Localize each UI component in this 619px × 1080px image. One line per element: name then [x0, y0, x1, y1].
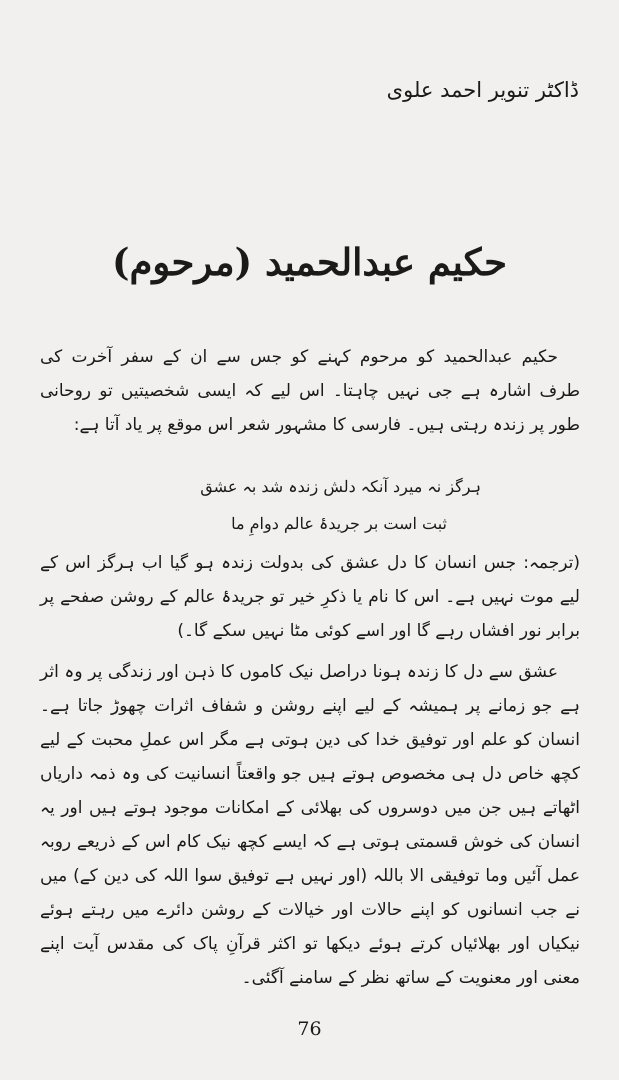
paragraph-translation-block — [40, 546, 580, 648]
persian-verse-line-2: ثبت است بر جریدۂ عالم دوامِ ما — [231, 514, 447, 533]
persian-verse-line-1: ہرگز نہ میرد آنکہ دلش زندہ شد بہ عشق — [200, 477, 481, 496]
paragraph-intro: حکیم عبدالحمید کو مرحوم کہنے کو جس سے ان کے سفر آخرت کی طرف اشارہ ہے جی نہیں چاہتا۔ اس لیے کہ ایسی شخصیتیں تو روحانی طور پر زندہ رہتی ہیں۔ فارسی کا مشہور شعر اس موقع پر یاد آتا ہے: — [40, 347, 580, 435]
paragraph-main: عشق سے دل کا زندہ ہونا دراصل نیک کاموں کا ذہن اور زندگی پر وہ اثر ہے جو زمانے پر ہمیشہ کے لیے اپنے روشن و شفاف اثرات چھوڑ جاتا ہے۔ انسان کو علم اور توفیق خدا کی دین ہوتی ہے مگر اس عملِ محبت کے لیے کچھ خاص دل ہی مخصوص ہوتے ہیں جو واقعتاً انسانیت کی وہ ذمہ داریاں اٹھاتے ہیں جن میں دوسروں کی بھلائی کے امکانات موجود ہوتے ہیں اور یہ انسان کی خوش قسمتی ہوتی ہے کہ ایسے کچھ نیک کام اس کے ذریعے روبہ عمل آئیں وما توفیقی الا باللہ (اور نہیں ہے توفیق سوا اللہ کی دین کے) میں نے جب انسانوں کو اپنے حالات اور خیالات کے روشن دائرے میں رہتے ہوئے نیکیاں اور بھلائیاں کرتے ہوئے دیکھا تو اکثر قرآنِ پاک کی مقدس آیت اپنے معنی اور معنویت کے ساتھ نظر کے سامنے آگئی۔ — [40, 662, 580, 988]
page-number: 76 — [297, 1018, 322, 1040]
paragraph-translation: (ترجمہ: جس انسان کا دل عشق کی بدولت زندہ ہو گیا اب ہرگز اس کے لیے موت نہیں ہے۔ اس کا نام یا ذکرِ خیر تو جریدۂ عالم کے روشن صفحے پر برابر نور افشاں رہے گا اور اسے کوئی مٹا نہیں سکے گا۔) — [40, 553, 580, 641]
paragraph-intro-block — [40, 340, 580, 442]
running-header-author: ڈاکٹر تنویر احمد علوی — [386, 78, 579, 102]
chapter-title: حکیم عبدالحمید (مرحوم) — [111, 240, 508, 284]
paragraph-main-block — [40, 655, 580, 995]
